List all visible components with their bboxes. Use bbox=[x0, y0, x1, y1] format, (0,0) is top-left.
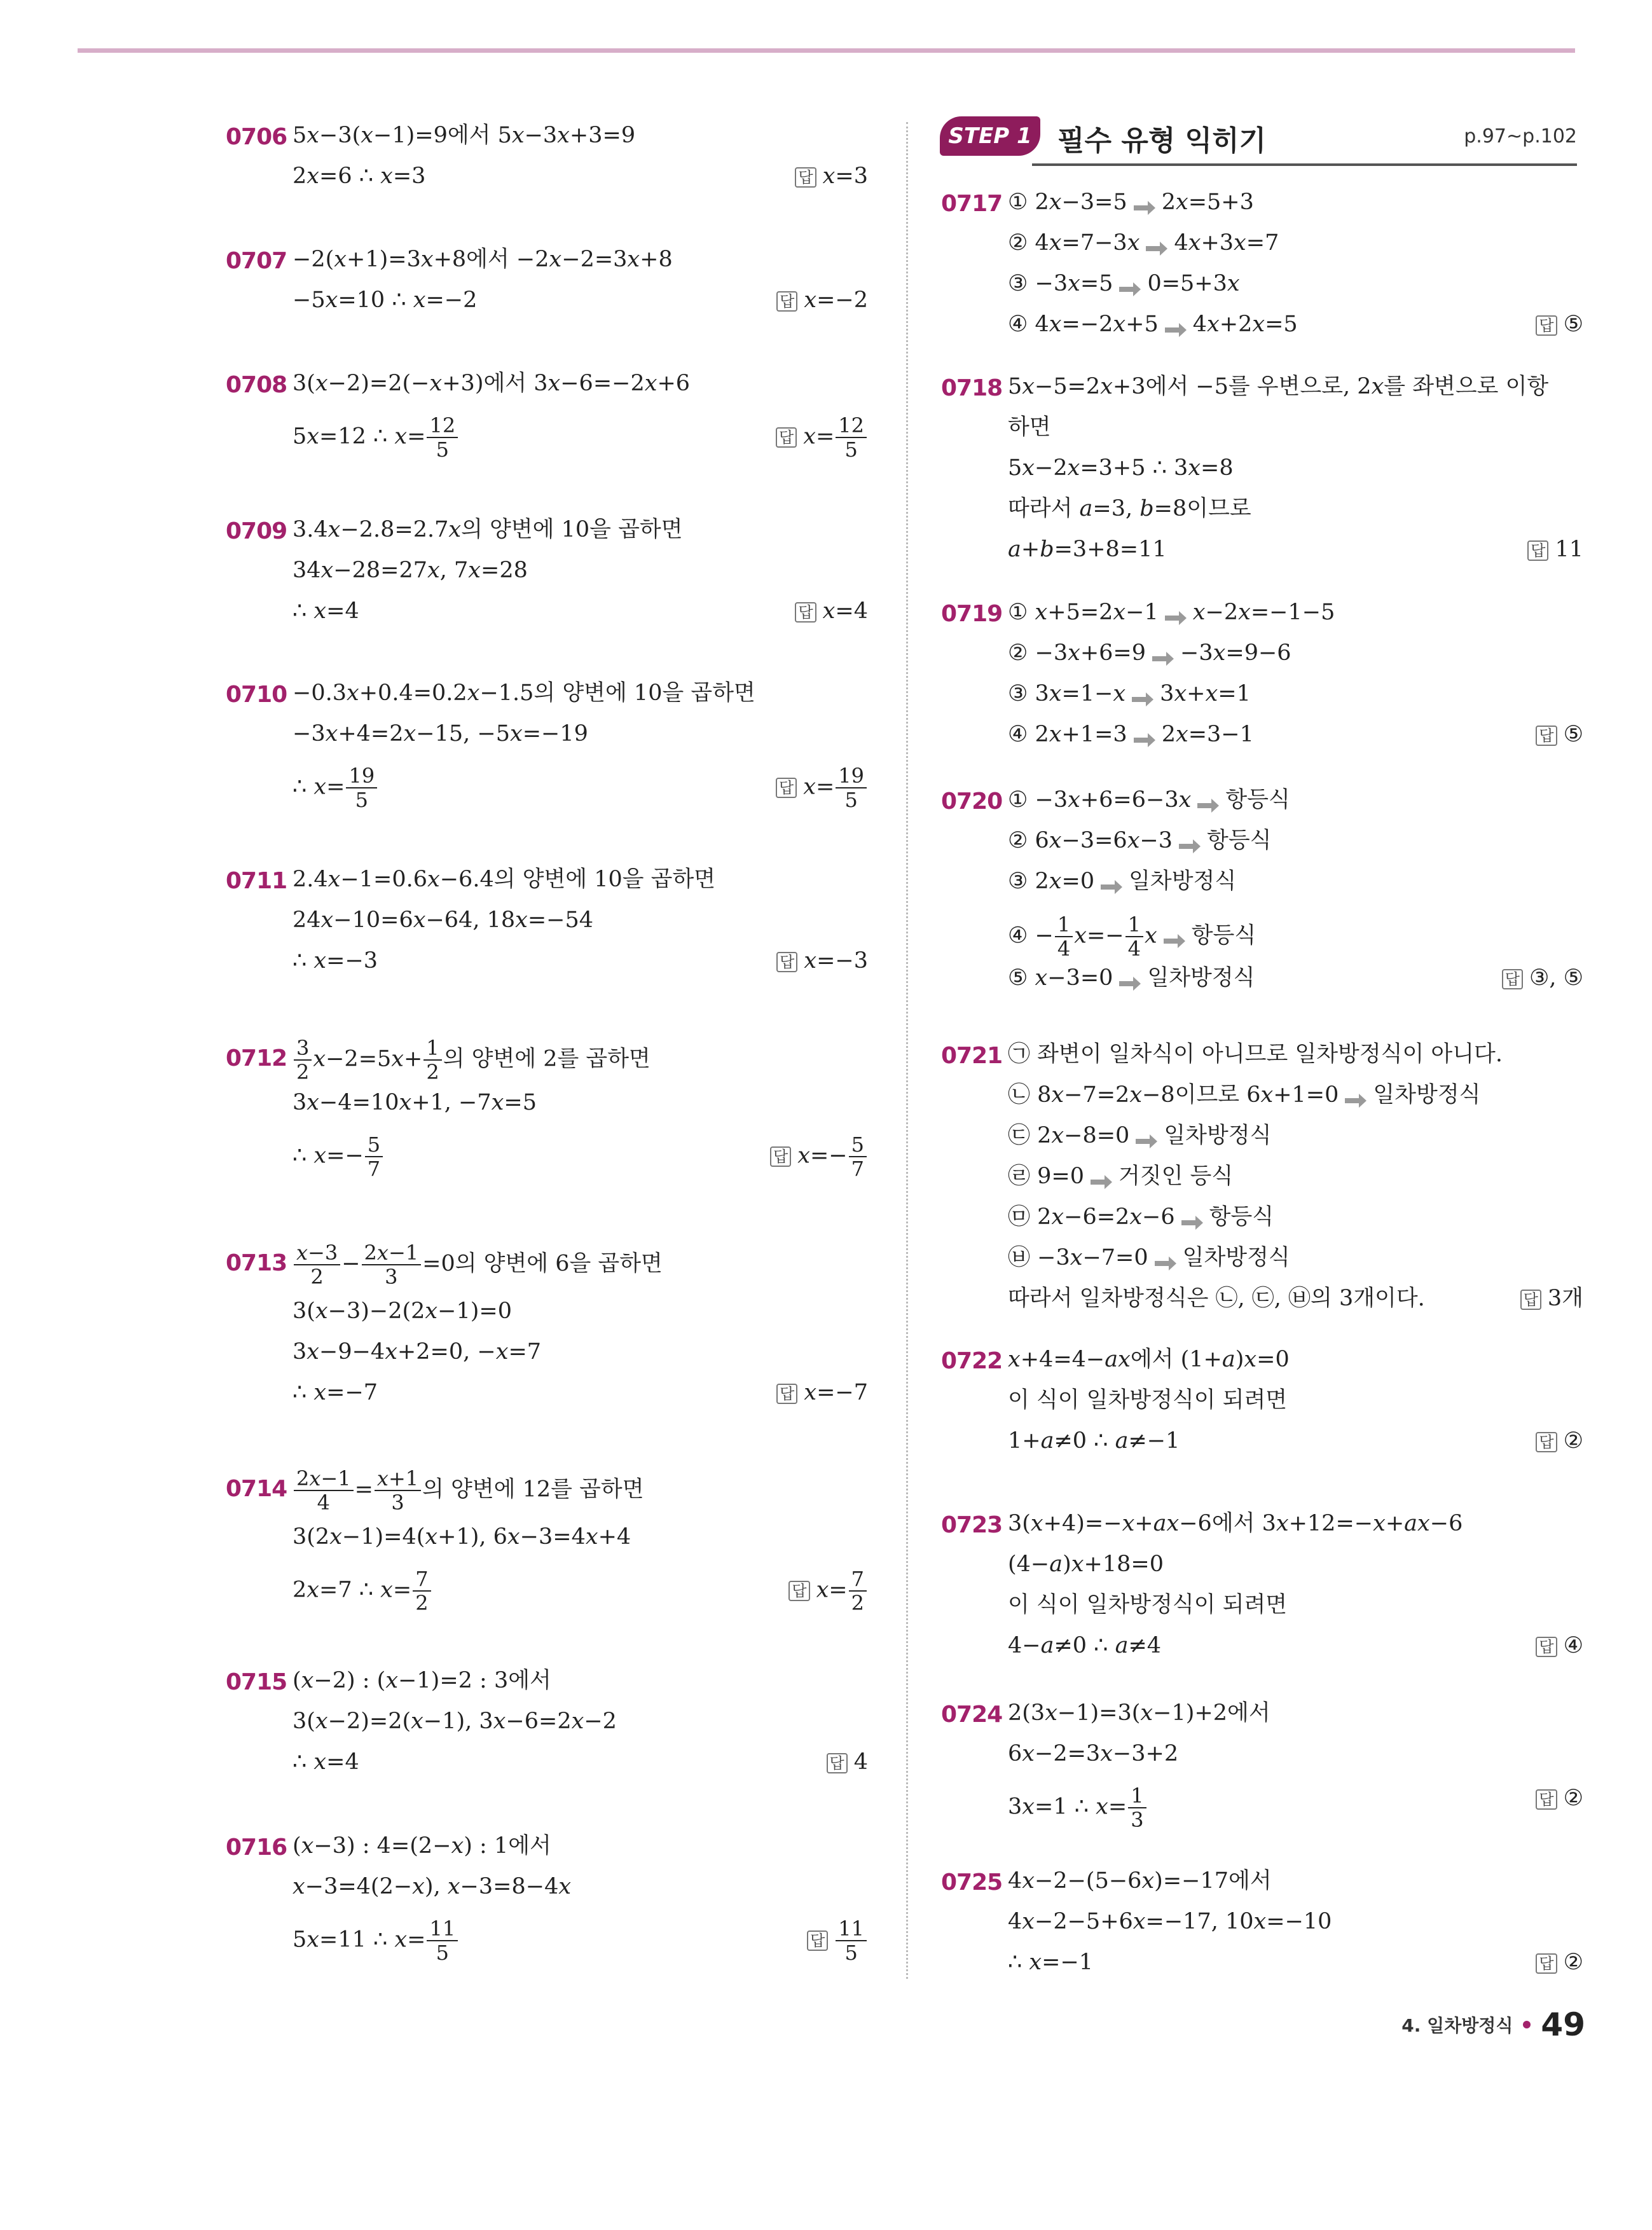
solution-line: 3(𝑥−2)=2(−𝑥+3)에서 3𝑥−6=−2𝑥+6 bbox=[293, 371, 691, 396]
solution-line: ∴ 𝑥=−1 bbox=[1008, 1950, 1094, 1975]
solution-line: −2(𝑥+1)=3𝑥+8에서 −2𝑥−2=3𝑥+8 bbox=[293, 247, 673, 272]
solution-line: 𝑎+𝑏=3+8=11 bbox=[1008, 537, 1167, 562]
arrow-right-icon bbox=[1180, 1210, 1204, 1227]
solution-line: 이 식이 일차방정식이 되려면 bbox=[1008, 1592, 1288, 1618]
fraction: $\frac{12}{5}$ bbox=[427, 414, 458, 461]
solution-line: (𝑥−2) : (𝑥−1)=2 : 3에서 bbox=[293, 1668, 551, 1693]
arrow-right-icon bbox=[1145, 236, 1169, 252]
answer: 답 𝑥=−3 bbox=[776, 947, 868, 975]
answer-label: 답 bbox=[827, 1753, 848, 1773]
arrow-right-icon bbox=[1164, 605, 1188, 622]
header-rule bbox=[1032, 163, 1577, 166]
arrow-right-icon bbox=[1178, 834, 1202, 850]
problem-number: 0724 bbox=[941, 1702, 1003, 1728]
solution-line: 하면 bbox=[1008, 415, 1051, 440]
solution-line: 따라서 𝑎=3, 𝑏=8이므로 bbox=[1008, 496, 1251, 521]
solution-line: ④ − $\frac{1}{4}$ 𝑥=− $\frac{1}{4}$ 𝑥 항등식 bbox=[1008, 912, 1256, 961]
solution-line: 5𝑥−2𝑥=3+5 ∴ 3𝑥=8 bbox=[1008, 455, 1234, 481]
answer-label: 답 bbox=[795, 602, 816, 623]
solution-line: 3𝑥−9−4𝑥+2=0, −𝑥=7 bbox=[293, 1339, 542, 1365]
solution-line: 2𝑥=7 ∴ 𝑥= $\frac{7}{2}$ bbox=[293, 1567, 432, 1614]
problem-number: 0723 bbox=[941, 1512, 1003, 1538]
solution-line: ④ 2𝑥+1=3 2𝑥=3−1 bbox=[1008, 722, 1254, 747]
answer-label: 답 bbox=[770, 1146, 791, 1167]
solution-line: ㉣ 9=0 거짓인 등식 bbox=[1008, 1164, 1234, 1189]
solution-line: 2(3𝑥−1)=3(𝑥−1)+2에서 bbox=[1008, 1700, 1270, 1726]
arrow-right-icon bbox=[1118, 277, 1142, 293]
step-badge: STEP 1 bbox=[940, 116, 1040, 156]
solution-line: ㉥ −3𝑥−7=0 일차방정식 bbox=[1008, 1245, 1290, 1270]
problem-number: 0714 bbox=[226, 1476, 287, 1502]
solution-line: ∴ 𝑥= $\frac{19}{5}$ bbox=[293, 764, 378, 811]
answer-label: 답 bbox=[788, 1581, 809, 1601]
answer-label: 답 bbox=[1536, 1789, 1557, 1810]
answer-label: 답 bbox=[1536, 1637, 1557, 1657]
answer-label: 답 bbox=[776, 427, 797, 448]
problem-number: 0710 bbox=[226, 682, 287, 708]
answer: 답 11 bbox=[1527, 535, 1583, 563]
solution-line: ∴ 𝑥=−7 bbox=[293, 1380, 378, 1405]
solution-line: −3𝑥+4=2𝑥−15, −5𝑥=−19 bbox=[293, 721, 588, 747]
bullet-icon bbox=[1523, 2021, 1531, 2028]
page-footer bbox=[1401, 2006, 1585, 2043]
column-divider bbox=[906, 122, 908, 1979]
solution-line: $\frac{\text{2𝑥−1}}{4}$ = $\frac{\text{𝑥+1}}{3}$ 의 양변에 12를 곱하면 bbox=[293, 1467, 644, 1514]
solution-line: ③ 2𝑥=0 일차방정식 bbox=[1008, 869, 1237, 894]
page-range: p.97~p.102 bbox=[1464, 125, 1577, 148]
answer: 답 𝑥=−2 bbox=[776, 286, 868, 314]
solution-line: $\frac{\text{𝑥−3}}{2}$ − $\frac{\text{2𝑥−1}}{3}$ =0의 양변에 6을 곱하면 bbox=[293, 1241, 663, 1288]
solution-line: 4𝑥−2−5+6𝑥=−17, 10𝑥=−10 bbox=[1008, 1909, 1332, 1934]
answer: 답 ⑤ bbox=[1536, 310, 1583, 338]
top-border-line bbox=[78, 48, 1575, 53]
problem-number: 0706 bbox=[226, 124, 287, 150]
step-title-pre: 필수 bbox=[1057, 125, 1112, 157]
problem-number: 0722 bbox=[941, 1348, 1003, 1374]
problem-number: 0708 bbox=[226, 372, 287, 398]
solution-line: ∴ 𝑥=4 bbox=[293, 598, 359, 624]
problem-number: 0707 bbox=[226, 248, 287, 274]
solution-line: 3(𝑥−3)−2(2𝑥−1)=0 bbox=[293, 1298, 513, 1324]
answer: 답 ⑤ bbox=[1536, 720, 1583, 748]
answer: 답 $\frac{11}{5}$ bbox=[807, 1917, 868, 1964]
answer: 답 𝑥=4 bbox=[795, 597, 868, 625]
answer-label: 답 bbox=[807, 1931, 828, 1951]
problem-number: 0715 bbox=[226, 1669, 287, 1695]
answer-label: 답 bbox=[1536, 315, 1557, 336]
solution-line: 𝑥−3=4(2−𝑥), 𝑥−3=8−4𝑥 bbox=[293, 1874, 572, 1899]
answer: 답 𝑥= $\frac{7}{2}$ bbox=[788, 1567, 868, 1614]
answer-label: 답 bbox=[776, 291, 797, 312]
solution-line: ∴ 𝑥=−3 bbox=[293, 948, 378, 974]
solution-line: 1+𝑎≠0 ∴ 𝑎≠−1 bbox=[1008, 1428, 1180, 1454]
arrow-right-icon bbox=[1344, 1088, 1368, 1105]
solution-line: 4𝑥−2−(5−6𝑥)=−17에서 bbox=[1008, 1868, 1272, 1894]
arrow-right-icon bbox=[1134, 1129, 1159, 1145]
solution-line: 5𝑥=12 ∴ 𝑥= $\frac{12}{5}$ bbox=[293, 414, 459, 461]
problem-number: 0709 bbox=[226, 518, 287, 544]
answer-label: 답 bbox=[1527, 540, 1548, 561]
arrow-right-icon bbox=[1162, 928, 1187, 945]
step-title-main: 유형 익히기 bbox=[1121, 125, 1267, 157]
step-header bbox=[940, 105, 1577, 175]
solution-line: 3𝑥=1 ∴ 𝑥= $\frac{1}{3}$ bbox=[1008, 1784, 1148, 1831]
solution-line: ∴ 𝑥=4 bbox=[293, 1749, 359, 1775]
solution-line: ㉠ 좌변이 일차식이 아니므로 일차방정식이 아니다. bbox=[1008, 1042, 1503, 1067]
problem-number: 0711 bbox=[226, 868, 287, 894]
answer: 답 ③, ⑤ bbox=[1502, 964, 1583, 992]
solution-line: ④ 4𝑥=−2𝑥+5 4𝑥+2𝑥=5 bbox=[1008, 312, 1298, 337]
answer-label: 답 bbox=[776, 778, 797, 798]
solution-line: ② 6𝑥−3=6𝑥−3 항등식 bbox=[1008, 828, 1272, 853]
answer: 답 𝑥=− $\frac{5}{7}$ bbox=[770, 1133, 868, 1180]
problem-number: 0720 bbox=[941, 788, 1003, 815]
solution-line: ③ 3𝑥=1−𝑥 3𝑥+𝑥=1 bbox=[1008, 681, 1251, 706]
solution-line: 𝑥+4=4−𝑎𝑥에서 (1+𝑎)𝑥=0 bbox=[1008, 1347, 1290, 1372]
arrow-right-icon bbox=[1118, 971, 1142, 988]
arrow-right-icon bbox=[1089, 1169, 1113, 1186]
solution-line: $\frac{3}{2}$ 𝑥−2=5𝑥+ $\frac{1}{2}$ 의 양변에 2를 곱하면 bbox=[293, 1036, 650, 1084]
answer-label: 답 bbox=[1502, 969, 1523, 989]
answer: 답 4 bbox=[827, 1748, 868, 1776]
problem-number: 0713 bbox=[226, 1250, 287, 1276]
solution-line: (4−𝑎)𝑥+18=0 bbox=[1008, 1552, 1164, 1577]
answer: 답 𝑥=3 bbox=[795, 162, 868, 190]
solution-line: 2𝑥=6 ∴ 𝑥=3 bbox=[293, 163, 426, 189]
solution-line: 3(2𝑥−1)=4(𝑥+1), 6𝑥−3=4𝑥+4 bbox=[293, 1524, 631, 1550]
solution-line: 4−𝑎≠0 ∴ 𝑎≠4 bbox=[1008, 1633, 1162, 1658]
problem-number: 0721 bbox=[941, 1043, 1003, 1069]
answer: 답 ② bbox=[1536, 1784, 1583, 1812]
solution-line: ⑤ 𝑥−3=0 일차방정식 bbox=[1008, 965, 1255, 991]
arrow-right-icon bbox=[1164, 317, 1188, 334]
answer-label: 답 bbox=[1536, 726, 1557, 746]
solution-line: ㉡ 8𝑥−7=2𝑥−8이므로 6𝑥+1=0 일차방정식 bbox=[1008, 1082, 1481, 1108]
solution-line: 이 식이 일차방정식이 되려면 bbox=[1008, 1387, 1288, 1413]
answer-label: 답 bbox=[776, 952, 797, 972]
solution-line: 따라서 일차방정식은 ㉡, ㉢, ㉥의 3개이다. bbox=[1008, 1286, 1425, 1311]
solution-line: ② −3𝑥+6=9 −3𝑥=9−6 bbox=[1008, 640, 1291, 666]
solution-line: 34𝑥−28=27𝑥, 7𝑥=28 bbox=[293, 558, 528, 583]
solution-line: 24𝑥−10=6𝑥−64, 18𝑥=−54 bbox=[293, 907, 594, 933]
solution-line: −0.3𝑥+0.4=0.2𝑥−1.5의 양변에 10을 곱하면 bbox=[293, 680, 755, 706]
solution-line: 3(𝑥−2)=2(𝑥−1), 3𝑥−6=2𝑥−2 bbox=[293, 1709, 617, 1734]
answer: 답 ② bbox=[1536, 1427, 1583, 1455]
solution-line: −5𝑥=10 ∴ 𝑥=−2 bbox=[293, 287, 478, 313]
answer: 답 ② bbox=[1536, 1948, 1583, 1976]
problem-number: 0725 bbox=[941, 1869, 1003, 1896]
solution-line: 3.4𝑥−2.8=2.7𝑥의 양변에 10을 곱하면 bbox=[293, 517, 683, 542]
solution-line: ㉢ 2𝑥−8=0 일차방정식 bbox=[1008, 1123, 1272, 1148]
arrow-right-icon bbox=[1151, 646, 1175, 663]
arrow-right-icon bbox=[1132, 727, 1157, 744]
arrow-right-icon bbox=[1132, 195, 1157, 212]
solution-line: ② 4𝑥=7−3𝑥 4𝑥+3𝑥=7 bbox=[1008, 230, 1279, 256]
step-title bbox=[1057, 118, 1266, 158]
solution-line: ③ −3𝑥=5 0=5+3𝑥 bbox=[1008, 271, 1240, 296]
answer-label: 답 bbox=[1536, 1432, 1557, 1452]
answer: 답 𝑥= $\frac{19}{5}$ bbox=[776, 764, 868, 811]
answer-label: 답 bbox=[776, 1384, 797, 1404]
arrow-right-icon bbox=[1153, 1251, 1178, 1267]
solution-line: ① 2𝑥−3=5 2𝑥=5+3 bbox=[1008, 189, 1254, 215]
answer: 답 𝑥= $\frac{12}{5}$ bbox=[776, 414, 868, 461]
answer: 답 ④ bbox=[1536, 1632, 1583, 1660]
solution-line: 6𝑥−2=3𝑥−3+2 bbox=[1008, 1741, 1179, 1766]
problem-number: 0716 bbox=[226, 1834, 287, 1861]
solution-line: ∴ 𝑥=− $\frac{5}{7}$ bbox=[293, 1133, 384, 1180]
page-number: 49 bbox=[1541, 2006, 1585, 2043]
problem-number: 0719 bbox=[941, 601, 1003, 627]
solution-line: 5𝑥=11 ∴ 𝑥= $\frac{11}{5}$ bbox=[293, 1917, 459, 1964]
solution-line: 2.4𝑥−1=0.6𝑥−6.4의 양변에 10을 곱하면 bbox=[293, 867, 716, 892]
arrow-right-icon bbox=[1099, 874, 1124, 891]
solution-line: 3𝑥−4=10𝑥+1, −7𝑥=5 bbox=[293, 1090, 537, 1115]
problem-number: 0718 bbox=[941, 375, 1003, 401]
solution-line: 3(𝑥+4)=−𝑥+𝑎𝑥−6에서 3𝑥+12=−𝑥+𝑎𝑥−6 bbox=[1008, 1511, 1463, 1536]
answer: 답 3개 bbox=[1520, 1284, 1583, 1312]
solution-line: (𝑥−3) : 4=(2−𝑥) : 1에서 bbox=[293, 1833, 551, 1859]
solution-line: 5𝑥−3(𝑥−1)=9에서 5𝑥−3𝑥+3=9 bbox=[293, 123, 636, 148]
answer: 답 𝑥=−7 bbox=[776, 1379, 868, 1407]
arrow-right-icon bbox=[1196, 793, 1220, 809]
solution-line: 5𝑥−5=2𝑥+3에서 −5를 우변으로, 2𝑥를 좌변으로 이항 bbox=[1008, 374, 1549, 399]
problem-number: 0717 bbox=[941, 191, 1003, 217]
chapter-title: 4. 일차방정식 bbox=[1401, 2015, 1513, 2036]
arrow-right-icon bbox=[1131, 687, 1155, 703]
solution-line: ① −3𝑥+6=6−3𝑥 항등식 bbox=[1008, 787, 1290, 813]
solution-line: ㉤ 2𝑥−6=2𝑥−6 항등식 bbox=[1008, 1204, 1274, 1230]
answer-label: 답 bbox=[1536, 1953, 1557, 1974]
problem-number: 0712 bbox=[226, 1045, 287, 1071]
solution-line: ① 𝑥+5=2𝑥−1 𝑥−2𝑥=−1−5 bbox=[1008, 600, 1335, 625]
answer-label: 답 bbox=[1520, 1290, 1541, 1310]
answer-label: 답 bbox=[795, 167, 816, 188]
